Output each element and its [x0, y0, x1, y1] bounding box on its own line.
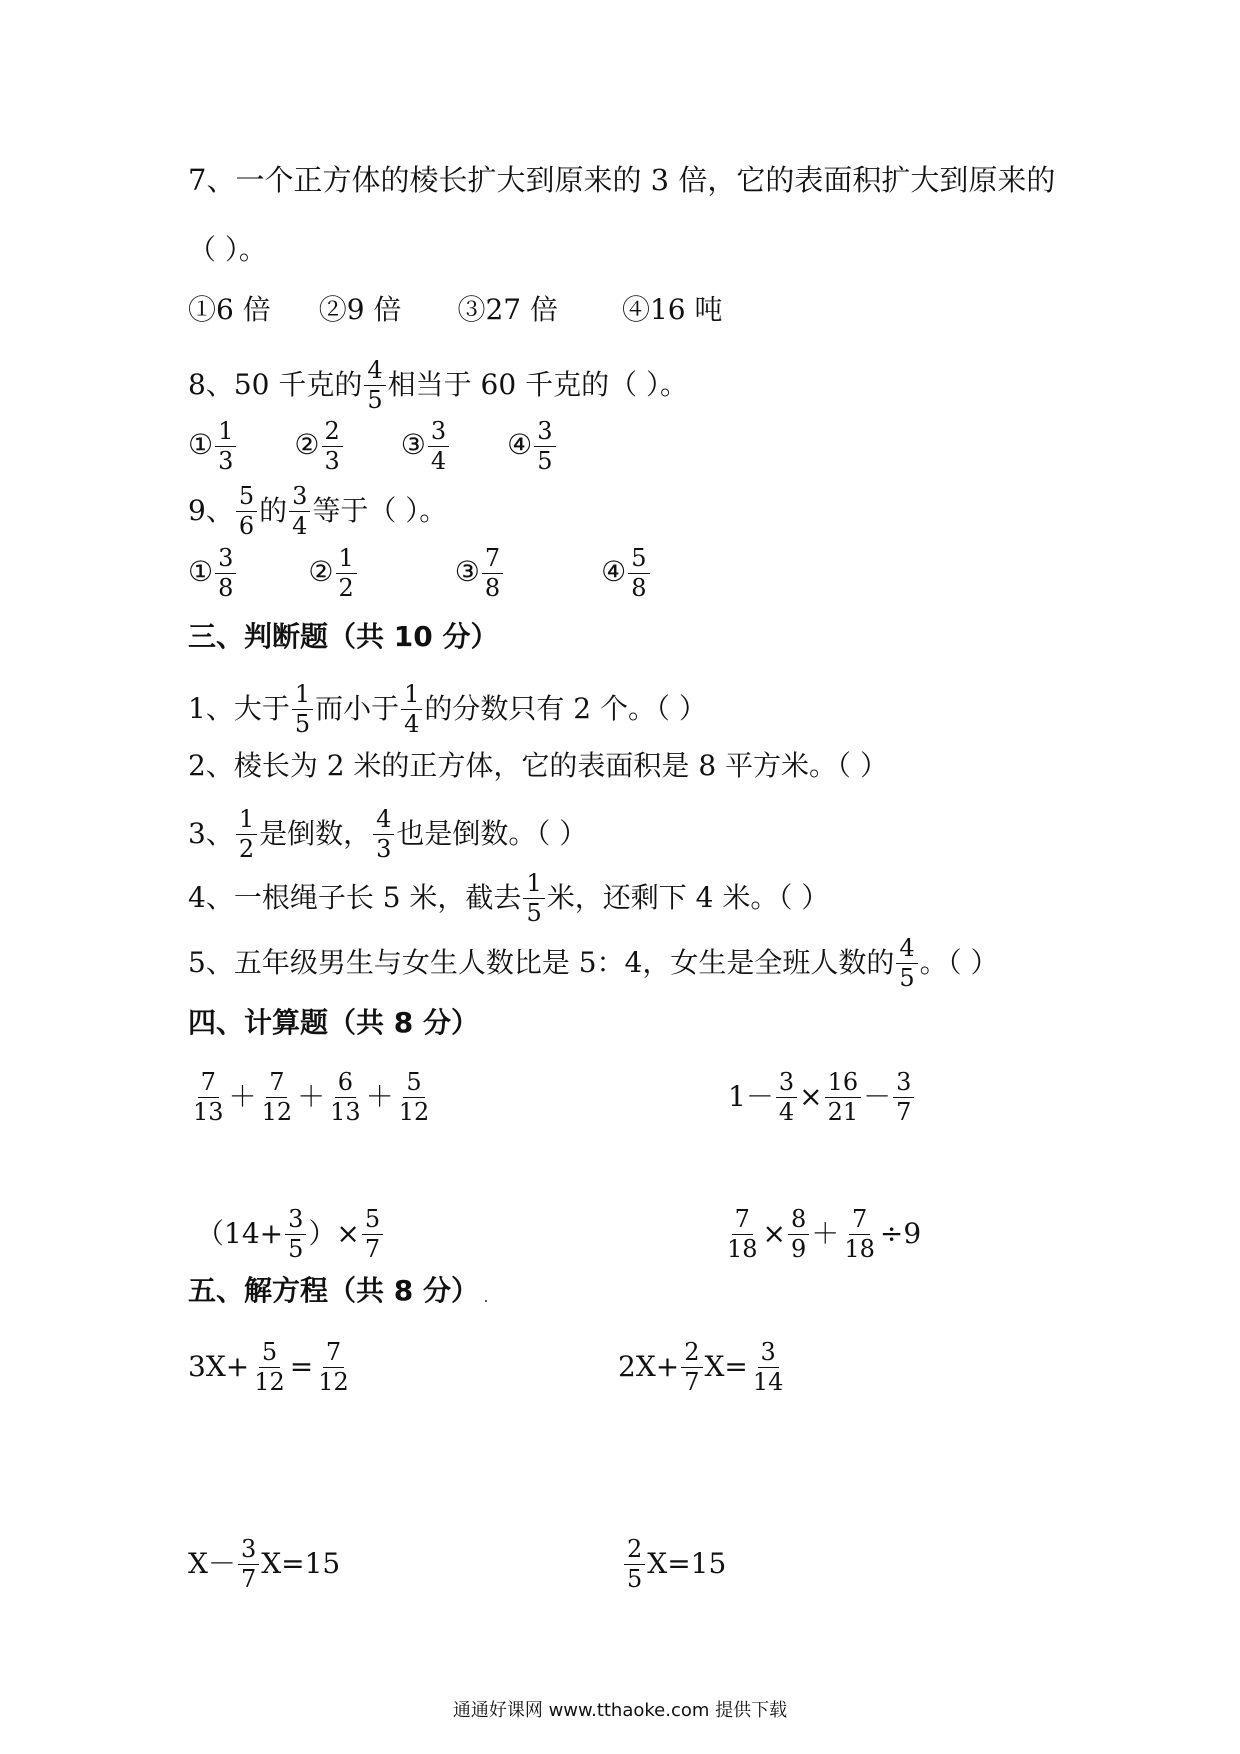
- question-9: [188, 483, 447, 540]
- question-9-text: 的: [259, 494, 288, 528]
- equation-1: 3X+ $\frac{5}{12}$ = $\frac{7}{12}$: [188, 1339, 354, 1396]
- question-7-options: [188, 293, 723, 326]
- option-1: ① $\frac{3}{8}$: [188, 545, 238, 602]
- fraction: $\frac{7}{13}$: [193, 1068, 224, 1126]
- calc-3: （14+ $\frac{3}{5}$ ）× $\frac{5}{7}$: [196, 1206, 385, 1263]
- fraction: $\frac{7}{18}$: [727, 1205, 758, 1263]
- equation-4: $\frac{2}{5}$ X=15: [622, 1536, 726, 1593]
- section-4-title: 四、计算题（共 8 分）: [188, 1006, 479, 1039]
- option-2: ② $\frac{1}{2}$: [308, 545, 358, 602]
- fraction: $\frac{4}{3}$: [373, 806, 394, 863]
- fraction: $\frac{7}{18}$: [844, 1205, 875, 1263]
- option-1: ①6 倍: [188, 293, 271, 326]
- question-7: [188, 163, 1056, 197]
- fraction: $\frac{4}{5}$: [896, 935, 917, 992]
- fraction: $\frac{2}{5}$: [624, 1536, 645, 1593]
- option-1: ① $\frac{1}{3}$: [188, 418, 238, 475]
- fraction: $\frac{16}{21}$: [825, 1069, 862, 1126]
- fraction: $\frac{3}{4}$: [776, 1069, 797, 1126]
- judgment-3: 3、 $\frac{1}{2}$ 是倒数， $\frac{4}{3}$ 也是倒数。（ ）: [188, 805, 588, 863]
- judgment-4: 4、一根绳子长 5 米，截去 $\frac{1}{5}$ 米，还剩下 4 米。（ ）: [188, 869, 830, 927]
- fraction: $\frac{3}{14}$: [752, 1338, 784, 1396]
- calc-2: 1－ $\frac{3}{4}$ × $\frac{16}{21}$ － $\frac{3}{7}$: [728, 1069, 916, 1126]
- fraction: $\frac{1}{2}$: [236, 806, 257, 863]
- fraction: $\frac{1}{4}$: [401, 681, 422, 738]
- fraction: $\frac{3}{5}$: [285, 1206, 306, 1263]
- section-5-title: 五、解方程（共 8 分）: [188, 1274, 479, 1307]
- option-3: ③27 倍: [457, 293, 558, 326]
- option-2: ② $\frac{2}{3}$: [294, 418, 344, 475]
- option-2: ②9 倍: [318, 293, 402, 326]
- footer-credit: 通通好课网 www.tthaoke.com 提供下载: [452, 1700, 788, 1721]
- fraction: $\frac{4}{5}$: [364, 357, 385, 414]
- judgment-2: 2、棱长为 2 米的正方体，它的表面积是 8 平方米。（ ）: [188, 749, 888, 782]
- fraction: $\frac{7}{12}$: [318, 1338, 349, 1396]
- fraction: $\frac{3}{7}$: [893, 1069, 914, 1126]
- question-7-blank-line: [188, 233, 267, 266]
- fraction: $\frac{5}{6}$: [236, 483, 257, 540]
- question-9-number: 9、: [188, 494, 234, 528]
- equation-2: 2X+ $\frac{2}{7}$ X= $\frac{3}{14}$: [618, 1339, 788, 1396]
- calc-1: $\frac{7}{13}$ ＋ $\frac{7}{12}$ ＋ $\frac{6}{13}$ ＋ $\frac{5}{12}$: [188, 1069, 434, 1126]
- question-7-text: 7、一个正方体的棱长扩大到原来的 3 倍，它的表面积扩大到原来的: [188, 163, 1056, 197]
- judgment-1: 1、大于 $\frac{1}{5}$ 而小于 $\frac{1}{4}$ 的分数只有 2 个。（ ）: [188, 680, 707, 738]
- question-8-prefix: 8、50 千克的: [188, 368, 363, 402]
- fraction: $\frac{5}{12}$: [254, 1338, 285, 1396]
- option-3: ③ $\frac{3}{4}$: [401, 418, 451, 475]
- option-4: ④16 吨: [621, 293, 723, 326]
- question-8-options: [188, 418, 558, 475]
- judgment-5: 5、五年级男生与女生人数比是 5：4，女生是全班人数的 $\frac{4}{5}$ 。（ ）: [188, 934, 999, 992]
- question-8-suffix: 相当于 60 千克的（ ）。: [387, 368, 688, 402]
- option-4: ④ $\frac{5}{8}$: [601, 545, 651, 602]
- question-9-suffix: 等于（ ）。: [312, 494, 448, 528]
- fraction: $\frac{7}{12}$: [261, 1068, 293, 1126]
- fraction: $\frac{8}{9}$: [788, 1206, 809, 1263]
- fraction: $\frac{5}{7}$: [362, 1206, 383, 1263]
- fraction: $\frac{3}{7}$: [238, 1536, 259, 1593]
- option-3: ③ $\frac{7}{8}$: [455, 545, 505, 602]
- fraction: $\frac{1}{5}$: [523, 870, 544, 927]
- fraction: $\frac{5}{12}$: [398, 1068, 430, 1126]
- fraction: $\frac{3}{4}$: [289, 483, 310, 540]
- calc-4: $\frac{7}{18}$ × $\frac{8}{9}$ ＋ $\frac{7}{18}$ ÷9: [722, 1206, 921, 1263]
- fraction: $\frac{1}{5}$: [292, 681, 313, 738]
- fraction: $\frac{6}{13}$: [330, 1068, 361, 1126]
- option-4: ④ $\frac{3}{5}$: [507, 418, 557, 475]
- question-9-options: [188, 545, 652, 602]
- equation-3: X－ $\frac{3}{7}$ X=15: [188, 1535, 341, 1593]
- section-3-title: 三、判断题（共 10 分）: [188, 620, 499, 653]
- answer-blank: （ ）。: [188, 233, 267, 266]
- speck: [485, 1300, 487, 1302]
- fraction: $\frac{2}{7}$: [681, 1339, 702, 1396]
- question-8: [188, 357, 688, 414]
